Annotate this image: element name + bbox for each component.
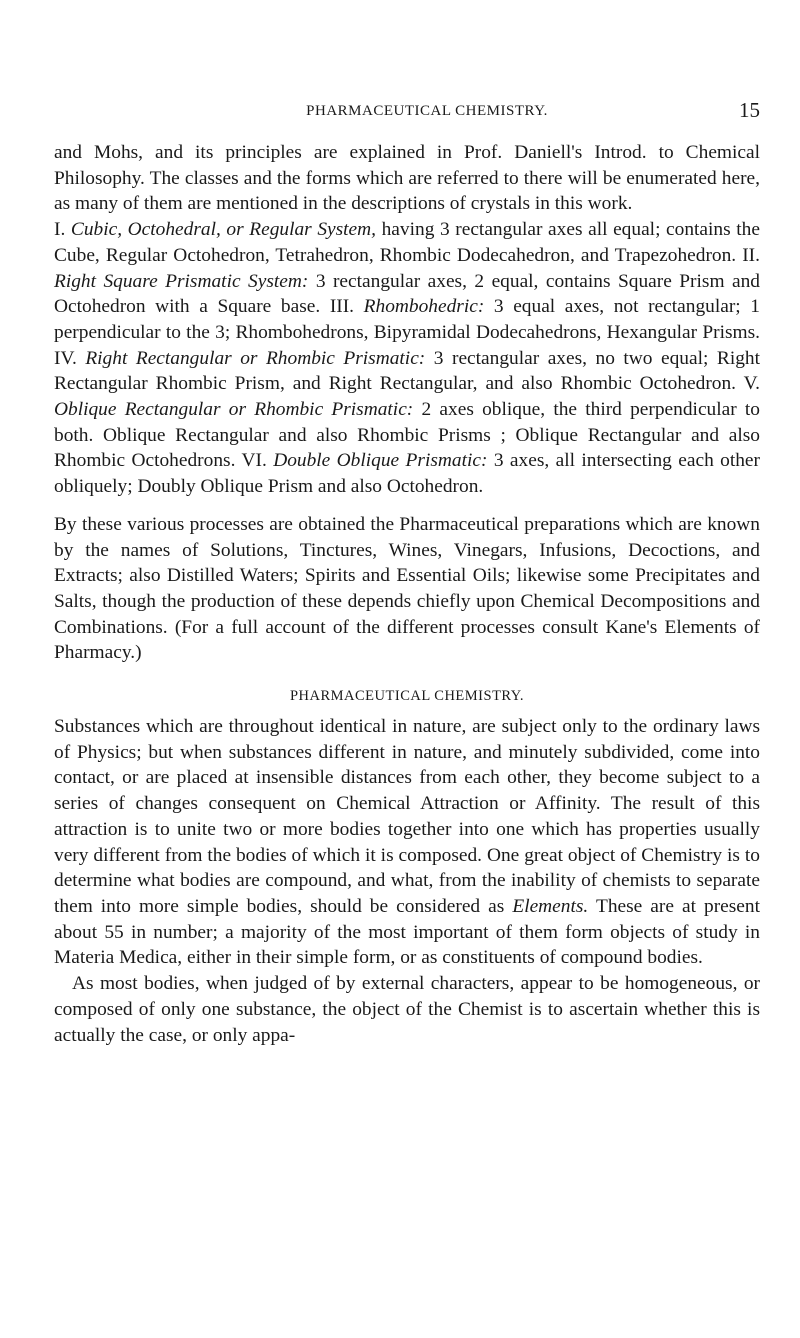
paragraph-intro <box>54 140 760 500</box>
class-4-text: 3 rectangular axes, no two equal; Right Rectangular Rhombic Prism, and Right Rectangular, and also Rhombic Octohedron. <box>54 347 760 395</box>
class-5-number: V. <box>743 373 760 395</box>
section-heading: PHARMACEUTICAL CHEMISTRY. <box>289 688 525 705</box>
class-4-number: IV. <box>54 347 77 369</box>
class-1-name: Cubic, Octohedral, or Regular System, <box>70 219 377 241</box>
class-3-text: 3 equal axes, not rectangular; 1 perpendicular to the 3; Rhombohedrons, Bipyramidal Dodecahedrons, Hexangular Prisms. <box>54 296 760 343</box>
class-5-text: 2 axes oblique, the third perpendicular to both. Oblique Rectangular and also Rhombic Prisms ; Oblique Rectangular and also Rhombic Octohedrons. <box>54 399 760 472</box>
running-head <box>54 98 760 128</box>
paragraph-preparations <box>54 512 760 666</box>
elements-term: Elements. <box>512 895 589 917</box>
page <box>54 98 760 1048</box>
class-6-text: 3 axes, all intersecting each other obliquely; Doubly Oblique Prism and also Octohedron. <box>54 450 761 498</box>
paragraph-affinity <box>54 714 760 971</box>
running-title: PHARMACEUTICAL CHEMISTRY. <box>306 103 548 119</box>
crystal-classes <box>54 219 760 497</box>
class-3-name: Rhombohedric: <box>363 296 485 318</box>
class-5-name: Oblique Rectangular or Rhombic Prismatic: <box>54 399 414 421</box>
class-2-name: Right Square Prismatic System: <box>54 270 309 292</box>
class-4-name: Right Rectangular or Rhombic Prismatic: <box>85 347 426 369</box>
paragraph-intro-text: and Mohs, and its principles are explained in Prof. Daniell's Introd. to Chemical Philosophy. The classes and the forms which are referred to there will be enumerated here, as many of them are mentioned in the descriptions of crystals in this work. <box>54 142 760 215</box>
class-6-name: Double Oblique Prismatic: <box>273 450 488 472</box>
class-2-number: II. <box>742 244 760 266</box>
paragraph-homogeneous <box>54 971 760 1048</box>
paragraph-affinity-text-2: These are at present about 55 in number; a majority of the most important of them form objects of study in Materia Medica, either in their simple form, or as constituents of compound bodies. <box>54 895 760 969</box>
class-1-number: I. <box>54 219 66 241</box>
paragraph-homogeneous-text: As most bodies, when judged of by external characters, appear to be homogeneous, or composed of only one substance, the object of the Chemist is to ascertain whether this is actually the case, or only appa- <box>54 973 760 1046</box>
class-3-number: III. <box>329 296 355 318</box>
class-1-text: having 3 rectangular axes all equal; contains the Cube, Regular Octohedron, Tetrahedron, Rhombic Dodecahedron, and Trapezohedron. <box>54 219 760 266</box>
paragraph-affinity-text: Substances which are throughout identical in nature, are subject only to the ordinary laws of Physics; but when substances different in nature, and minutely subdivided, come into contact, or are placed at insensible distances from each other, they become subject to a series of changes consequent on Chemical Attraction or Affinity. The result of this attraction is to unite two or more bodies together into one which has properties usually very different from the bodies of which it is composed. One great object of Chemistry is to determine what bodies are compound, and what, from the inability of chemists to separate them into more simple bodies, should be considered as <box>54 716 760 917</box>
class-2-text: 3 rectangular axes, 2 equal, contains Square Prism and Octohedron with a Square base. <box>54 270 760 318</box>
class-6-number: VI. <box>241 450 267 472</box>
page-number: 15 <box>739 98 760 122</box>
paragraph-preparations-text: By these various processes are obtained the Pharmaceutical preparations which are known by the names of Solutions, Tinctures, Wines, Vinegars, Infusions, Decoctions, and Extracts; also Distilled Waters; Spirits and Essential Oils; likewise some Precipitates and Salts, though the production of these depends chiefly upon Chemical Decompositions and Combinations. (For a full account of the different processes consult Kane's Elements of Pharmacy.) <box>54 513 760 664</box>
